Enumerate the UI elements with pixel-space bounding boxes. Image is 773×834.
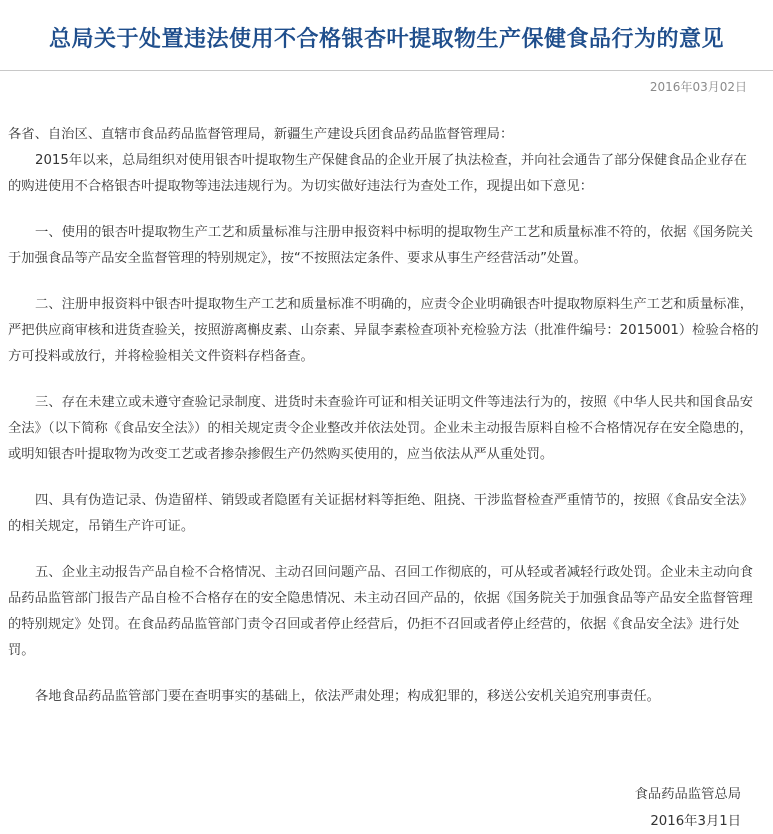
opinion-item-2: 二、注册申报资料中银杏叶提取物生产工艺和质量标准不明确的，应责令企业明确银杏叶提取物原料生产工艺和质量标准，严把供应商审核和进货查验关，按照游离槲皮素、山奈素、异鼠李素检查项补充检验方法（批准件编号：2015001）检验合格的方可投料或放行，并将检验相关文件资料存档备查。 (8, 297, 759, 364)
closing-paragraph: 各地食品药品监管部门要在查明事实的基础上，依法严肃处理；构成犯罪的，移送公安机关追究刑事责任。 (35, 689, 660, 704)
publish-date: 2016年03月02日 (649, 80, 747, 94)
salutation: 各省、自治区、直辖市食品药品监督管理局，新疆生产建设兵团食品药品监督管理局： (8, 127, 514, 142)
opinion-item-4: 四、具有伪造记录、伪造留样、销毁或者隐匿有关证据材料等拒绝、阻挠、干涉监督检查严重情节的，按照《食品安全法》的相关规定，吊销生产许可证。 (8, 493, 754, 534)
opinion-item-5: 五、企业主动报告产品自检不合格情况、主动召回问题产品、召回工作彻底的，可从轻或者减轻行政处罚。企业未主动向食品药品监管部门报告产品自检不合格存在的安全隐患情况、未主动召回产品的，依据《国务院关于加强食品等产品安全监督管理的特别规定》处罚。在食品药品监管部门责令召回或者停止经营后，仍拒不召回或者停止经营的，依据《食品安全法》进行处罚。 (8, 565, 754, 658)
document-title: 总局关于处置违法使用不合格银杏叶提取物生产保健食品行为的意见 (48, 27, 724, 52)
title-divider (0, 70, 773, 71)
signature-date: 2016年3月1日 (650, 814, 741, 829)
intro-paragraph: 2015年以来，总局组织对使用银杏叶提取物生产保健食品的企业开展了执法检查，并向社会通告了部分保健食品企业存在的购进使用不合格银杏叶提取物等违法违规行为。为切实做好违法行为查处工作，现提出如下意见： (8, 153, 747, 194)
signature-organization: 食品药品监管总局 (634, 787, 741, 802)
opinion-item-3: 三、存在未建立或未遵守查验记录制度、进货时未查验许可证和相关证明文件等违法行为的，按照《中华人民共和国食品安全法》（以下简称《食品安全法》）的相关规定责令企业整改并依法处罚。企业未主动报告原料自检不合格情况存在安全隐患的，或明知银杏叶提取物为改变工艺或者掺杂掺假生产仍然购买使用的，应当依法从严从重处罚。 (8, 395, 754, 462)
opinion-item-1: 一、使用的银杏叶提取物生产工艺和质量标准与注册申报资料中标明的提取物生产工艺和质量标准不符的，依据《国务院关于加强食品等产品安全监督管理的特别规定》，按“不按照法定条件、要求从事生产经营活动”处置。 (8, 225, 754, 266)
document-body (8, 122, 759, 710)
